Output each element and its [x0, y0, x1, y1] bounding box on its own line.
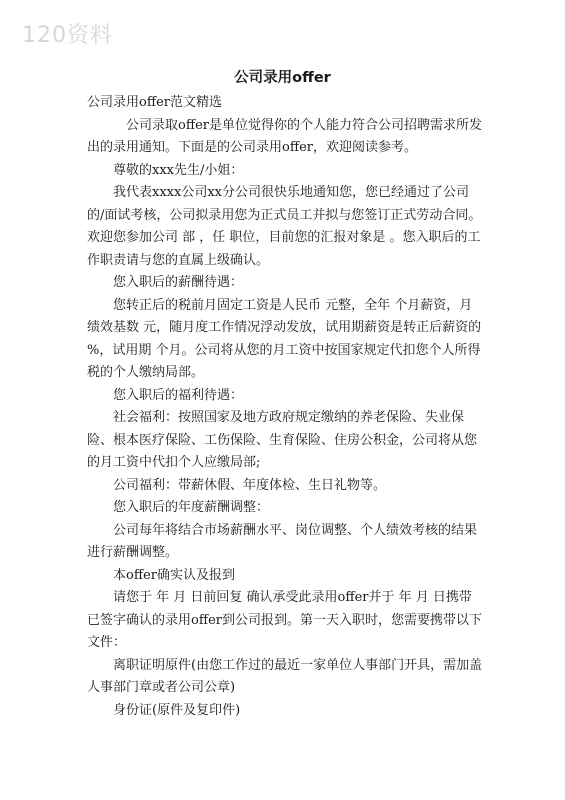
- section-heading-benefits: 您入职后的福利待遇：: [113, 387, 244, 403]
- document-subtitle: 公司录用offer范文精选: [87, 95, 222, 110]
- section-heading-adjustment: 您入职后的年度薪酬调整：: [113, 500, 270, 515]
- company-benefits-paragraph: 公司福利：带薪休假、年度体检、生日礼物等。: [113, 477, 387, 493]
- salary-paragraph: 您转正后的税前月固定工资是人民币 元整，全年 个月薪资，月绩效基数 元，随月度工作情况浮动发放，试用期薪资是转正后薪资的 %，试用期 个月。公司将从您的月工资中按国家规定代扣您个人所得税的个人缴纳局部。: [87, 297, 482, 380]
- notice-paragraph: 我代表xxxx公司xx分公司很快乐地通知您，您已经通过了公司的/面试考核，公司拟录用您为正式员工并拟与您签订正式劳动合同。欢迎您参加公司 部 ，任 职位，目前您的汇报对象是 。您入职后的工作职责请与您的直属上级确认。: [87, 185, 482, 268]
- intro-paragraph: 公司录取offer是单位觉得你的个人能力符合公司招聘需求所发出的录用通知。下面是的公司录用offer，欢迎阅读参考。: [87, 117, 482, 155]
- section-heading-salary: 您入职后的薪酬待遇：: [113, 275, 244, 290]
- adjustment-paragraph: 公司每年将结合市场薪酬水平、岗位调整、个人绩效考核的结果进行薪酬调整。: [87, 522, 478, 560]
- social-benefits-paragraph: 社会福利：按照国家及地方政府规定缴纳的养老保险、失业保险、根本医疗保险、工伤保险、生育保险、住房公积金，公司将从您的月工资中代扣个人应缴局部;: [87, 410, 478, 470]
- document-item-resignation: 离职证明原件(由您工作过的最近一家单位人事部门开具，需加盖人事部门章或者公司公章): [87, 657, 483, 695]
- salutation: 尊敬的xxx先生/小姐：: [113, 162, 244, 178]
- section-heading-confirmation: 本offer确实认及报到: [113, 567, 235, 583]
- document-item-id-card: 身份证(原件及复印件): [113, 702, 241, 718]
- document-title: 公司录用offer: [234, 70, 331, 86]
- confirmation-paragraph: 请您于 年 月 日前回复 确认承受此录用offer并于 年 月 日携带已签字确认的录用offer到公司报到。第一天入职时，您需要携带以下文件：: [87, 590, 482, 650]
- document-body: [87, 92, 483, 722]
- watermark-logo: 120资料: [22, 23, 113, 48]
